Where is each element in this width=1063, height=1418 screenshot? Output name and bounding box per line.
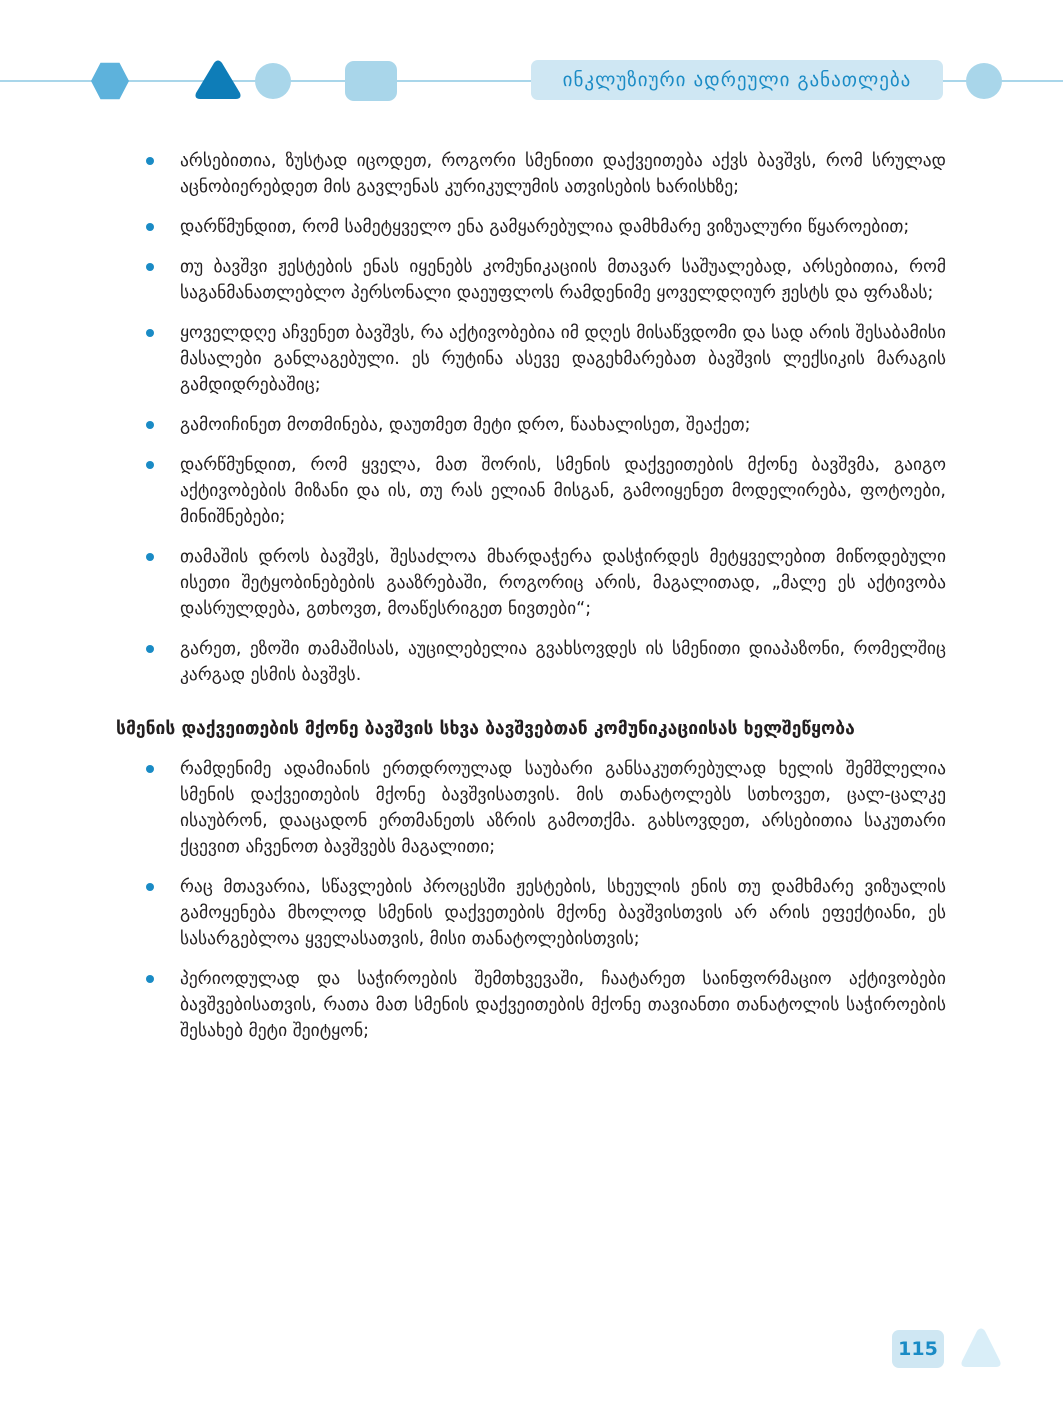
- list-item: პერიოდულად და საჭიროების შემთხვევაში, ჩაატარეთ საინფორმაციო აქტივობები ბავშვებისათვის, რათა მათ სმენის დაქვეითების მქონე თავიანთი თანატოლის საჭიროების შესახებ მეტი შეიტყონ;: [116, 966, 946, 1044]
- page-number: 115: [892, 1330, 944, 1368]
- list-item: ყოველდღე აჩვენეთ ბავშვს, რა აქტივობებია იმ დღეს მისაწვდომი და სად არის შესაბამისი მასალები განლაგებული. ეს რუტინა ასევე დაგეხმარებათ ბავშვის ლექსიკის მარაგის გამდიდრებაშიც;: [116, 320, 946, 398]
- bullet-list-bottom: [116, 756, 946, 1044]
- bullet-icon: [146, 263, 154, 271]
- list-item: დარწმუნდით, რომ ყველა, მათ შორის, სმენის დაქვეითების მქონე ბავშვმა, გაიგო აქტივობების მიზანი და ის, თუ რას ელიან მისგან, გამოიყენეთ მოდელირება, ფოტოები, მინიშნებები;: [116, 452, 946, 530]
- triangle-icon-footer: [960, 1328, 1002, 1368]
- list-item: გარეთ, ეზოში თამაშისას, აუცილებელია გვახსოვდეს ის სმენითი დიაპაზონი, რომელშიც კარგად ესმის ბავშვს.: [116, 636, 946, 688]
- rounded-square-icon: [345, 61, 397, 101]
- bullet-icon: [146, 329, 154, 337]
- list-item: რამდენიმე ადამიანის ერთდროულად საუბარი განსაკუთრებულად ხელის შემშლელია სმენის დაქვეითების მქონე ბავშვისათვის. მის თანატოლებს სთხოვეთ, ცალ-ცალკე ისაუბრონ, დააცადონ ერთმანეთს აზრის გამოთქმა. გახსოვდეთ, არსებითია საკუთარი ქცევით აჩვენოთ ბავშვებს მაგალითი;: [116, 756, 946, 860]
- bullet-icon: [146, 883, 154, 891]
- section-heading: სმენის დაქვეითების მქონე ბავშვის სხვა ბავშვებთან კომუნიკაციისას ხელშეწყობა: [116, 719, 855, 739]
- bullet-icon: [146, 765, 154, 773]
- bullet-icon: [146, 157, 154, 165]
- circle-icon-right: [966, 63, 1002, 99]
- header-line-right: [943, 80, 1063, 82]
- bullet-icon: [146, 645, 154, 653]
- list-item: თუ ბავშვი ჟესტების ენას იყენებს კომუნიკაციის მთავარ საშუალებად, არსებითია, რომ საგანმანათლებლო პერსონალი დაეუფლოს რამდენიმე ყოველდღიურ ჟესტს და ფრაზას;: [116, 254, 946, 306]
- bullet-icon: [146, 223, 154, 231]
- page-content: [116, 148, 946, 1058]
- bullet-icon: [146, 975, 154, 983]
- circle-icon: [255, 63, 291, 99]
- bullet-icon: [146, 461, 154, 469]
- bullet-list-top: [116, 148, 946, 688]
- triangle-icon: [194, 60, 242, 100]
- list-item: არსებითია, ზუსტად იცოდეთ, როგორი სმენითი დაქვეითება აქვს ბავშვს, რომ სრულად აცნობიერებდეთ მის გავლენას კურიკულუმის ათვისების ხარისხზე;: [116, 148, 946, 200]
- bullet-icon: [146, 421, 154, 429]
- header-title: ინკლუზიური ადრეული განათლება: [531, 60, 943, 100]
- list-item: გამოიჩინეთ მოთმინება, დაუთმეთ მეტი დრო, წაახალისეთ, შეაქეთ;: [116, 412, 946, 438]
- list-item: დარწმუნდით, რომ სამეტყველო ენა გამყარებულია დამხმარე ვიზუალური წყაროებით;: [116, 214, 946, 240]
- list-item: რაც მთავარია, სწავლების პროცესში ჟესტების, სხეულის ენის თუ დამხმარე ვიზუალის გამოყენება მხოლოდ სმენის დაქვეთების მქონე ბავშვისთვის არ არის ეფექტიანი, ეს სასარგებლოა ყველასათვის, მისი თანატოლებისთვის;: [116, 874, 946, 952]
- list-item: თამაშის დროს ბავშვს, შესაძლოა მხარდაჭერა დასჭირდეს მეტყველებით მიწოდებული ისეთი შეტყობინებების გააზრებაში, როგორიც არის, მაგალითად, „მალე ეს აქტივობა დასრულდება, გთხოვთ, მოაწესრიგეთ ნივთები“;: [116, 544, 946, 622]
- hexagon-icon: [91, 62, 129, 100]
- bullet-icon: [146, 553, 154, 561]
